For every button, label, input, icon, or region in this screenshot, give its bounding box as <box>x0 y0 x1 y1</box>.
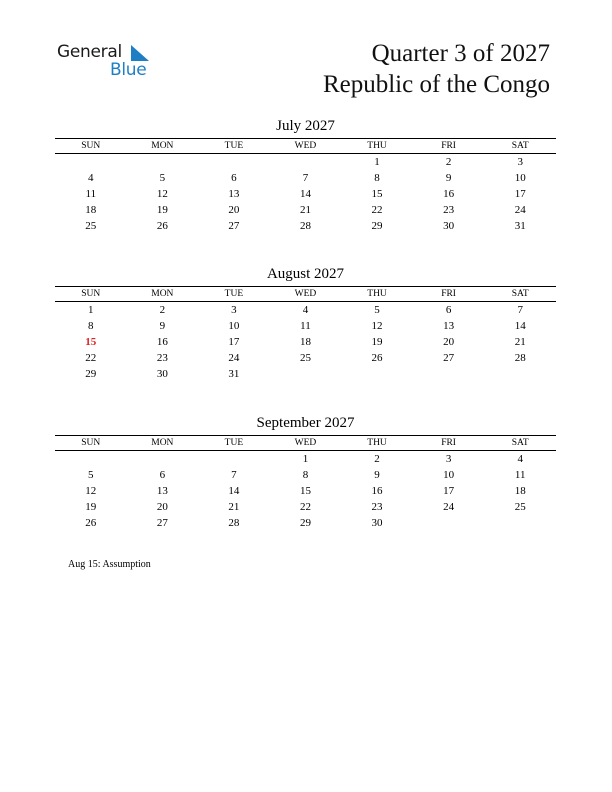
month-august <box>55 265 556 382</box>
day-cell: 13 <box>228 188 240 200</box>
day-cell: 6 <box>231 172 237 184</box>
day-cell: 15 <box>371 188 383 200</box>
day-cell: 21 <box>299 204 311 216</box>
calendar-grid <box>55 435 556 531</box>
month-july <box>55 117 556 234</box>
day-cell: 20 <box>228 204 240 216</box>
weekday-label: WED <box>270 436 342 451</box>
day-cell: 30 <box>371 517 383 529</box>
day-cell: 22 <box>85 352 97 364</box>
weekday-header-row <box>55 287 556 302</box>
day-cell: 25 <box>514 501 526 513</box>
weekday-label: SAT <box>484 139 556 154</box>
day-cell: 6 <box>445 304 452 316</box>
day-cell: 28 <box>299 220 311 232</box>
weekday-label: THU <box>341 436 413 451</box>
empty-day-cell <box>484 515 556 531</box>
day-cell: 22 <box>371 204 383 216</box>
week-row <box>55 186 556 202</box>
day-cell: 31 <box>514 220 526 232</box>
empty-day-cell <box>341 366 413 382</box>
day-cell: 4 <box>88 172 94 184</box>
day-cell: 21 <box>514 336 526 348</box>
day-cell: 14 <box>228 485 240 497</box>
weekday-label: SUN <box>55 287 127 302</box>
empty-day-cell <box>127 154 199 171</box>
empty-day-cell <box>198 154 270 171</box>
week-row <box>55 170 556 186</box>
day-cell: 24 <box>443 501 455 513</box>
day-cell: 3 <box>445 453 452 465</box>
day-cell: 14 <box>299 188 311 200</box>
month-title: July 2027 <box>276 118 335 134</box>
day-cell: 28 <box>514 352 526 364</box>
month-september <box>55 414 556 531</box>
day-cell: 27 <box>228 220 240 232</box>
week-row <box>55 350 556 366</box>
generalblue-logo <box>57 42 167 82</box>
day-cell: 6 <box>159 469 166 481</box>
weekday-label: THU <box>341 287 413 302</box>
week-row <box>55 483 556 499</box>
day-cell: 31 <box>228 368 240 380</box>
month-title: September 2027 <box>256 415 355 431</box>
day-cell: 18 <box>85 204 97 216</box>
weekday-label: FRI <box>413 287 485 302</box>
day-cell: 15 <box>299 485 311 497</box>
empty-day-cell <box>413 515 485 531</box>
day-cell: 30 <box>156 368 168 380</box>
day-cell: 27 <box>443 352 455 364</box>
empty-day-cell <box>127 451 199 468</box>
day-cell: 26 <box>371 352 383 364</box>
week-row <box>55 451 556 468</box>
weekday-label: SUN <box>55 436 127 451</box>
day-cell: 25 <box>85 220 97 232</box>
day-cell: 10 <box>443 469 455 481</box>
day-cell: 20 <box>156 501 168 513</box>
weekday-label: MON <box>127 436 199 451</box>
calendar-grid <box>55 286 556 382</box>
day-cell: 9 <box>445 172 452 184</box>
holiday-notes <box>68 559 151 570</box>
day-cell: 8 <box>88 320 94 332</box>
day-cell: 8 <box>302 469 309 481</box>
logo-word-general: General <box>57 42 122 62</box>
day-cell: 17 <box>228 336 240 348</box>
page-title <box>323 38 550 100</box>
day-cell: 5 <box>374 304 380 316</box>
day-cell: 21 <box>228 501 240 513</box>
day-cell: 16 <box>156 336 168 348</box>
weekday-label: WED <box>270 139 342 154</box>
day-cell: 29 <box>371 220 383 232</box>
day-cell: 1 <box>88 304 94 316</box>
title-quarter: Quarter 3 of 2027 <box>371 40 550 67</box>
weekday-label: FRI <box>413 436 485 451</box>
weekday-label: WED <box>270 287 342 302</box>
day-cell: 30 <box>443 220 455 232</box>
day-cell: 23 <box>443 204 455 216</box>
calendar-body <box>55 302 556 383</box>
day-cell: 4 <box>302 304 309 316</box>
week-row <box>55 499 556 515</box>
week-row <box>55 218 556 234</box>
day-cell: 2 <box>374 453 380 465</box>
day-cell: 5 <box>159 172 166 184</box>
day-cell: 29 <box>299 517 311 529</box>
weekday-label: SAT <box>484 287 556 302</box>
day-cell: 18 <box>299 336 311 348</box>
week-row <box>55 515 556 531</box>
day-cell: 16 <box>371 485 383 497</box>
weekday-label: TUE <box>198 436 270 451</box>
day-cell: 19 <box>156 204 168 216</box>
day-cell: 8 <box>374 172 380 184</box>
logo-triangle-icon <box>125 45 149 61</box>
week-row <box>55 334 556 350</box>
day-cell: 12 <box>85 485 97 497</box>
day-cell: 16 <box>443 188 455 200</box>
day-cell: 14 <box>514 320 526 332</box>
month-title: August 2027 <box>266 266 345 282</box>
empty-day-cell <box>270 366 342 382</box>
holiday-note: Aug 15: Assumption <box>68 559 151 570</box>
week-row <box>55 154 556 171</box>
day-cell: 23 <box>371 501 383 513</box>
day-cell: 27 <box>156 517 168 529</box>
empty-day-cell <box>198 451 270 468</box>
logo-word-blue: Blue <box>110 60 147 80</box>
week-row <box>55 302 556 319</box>
empty-day-cell <box>55 154 127 171</box>
day-cell: 7 <box>302 172 309 184</box>
day-cell: 13 <box>156 485 168 497</box>
day-cell: 28 <box>228 517 240 529</box>
day-cell: 12 <box>371 320 383 332</box>
day-cell: 25 <box>299 352 311 364</box>
weekday-header-row <box>55 139 556 154</box>
day-cell: 19 <box>371 336 383 348</box>
day-cell: 7 <box>231 469 237 481</box>
holiday-day-cell: 15 <box>85 336 97 348</box>
empty-day-cell <box>413 366 485 382</box>
day-cell: 12 <box>156 188 168 200</box>
weekday-label: MON <box>127 139 199 154</box>
weekday-label: TUE <box>198 139 270 154</box>
day-cell: 17 <box>514 188 526 200</box>
day-cell: 4 <box>517 453 523 465</box>
day-cell: 26 <box>156 220 168 232</box>
week-row <box>55 467 556 483</box>
day-cell: 20 <box>443 336 455 348</box>
weekday-label: TUE <box>198 287 270 302</box>
calendar-body <box>55 154 556 235</box>
day-cell: 24 <box>228 352 240 364</box>
day-cell: 2 <box>159 304 166 316</box>
day-cell: 1 <box>374 156 380 168</box>
week-row <box>55 366 556 382</box>
day-cell: 1 <box>302 453 309 465</box>
weekday-header-row <box>55 436 556 451</box>
day-cell: 11 <box>85 188 97 200</box>
day-cell: 17 <box>443 485 455 497</box>
day-cell: 7 <box>517 304 523 316</box>
day-cell: 10 <box>514 172 526 184</box>
day-cell: 19 <box>85 501 97 513</box>
day-cell: 3 <box>231 304 237 316</box>
day-cell: 11 <box>514 469 526 481</box>
day-cell: 26 <box>85 517 97 529</box>
day-cell: 11 <box>300 320 311 332</box>
day-cell: 29 <box>85 368 97 380</box>
day-cell: 5 <box>88 469 94 481</box>
weekday-label: THU <box>341 139 413 154</box>
day-cell: 10 <box>228 320 240 332</box>
week-row <box>55 202 556 218</box>
day-cell: 22 <box>299 501 311 513</box>
weekday-label: SUN <box>55 139 127 154</box>
weekday-label: FRI <box>413 139 485 154</box>
calendar-body <box>55 451 556 532</box>
day-cell: 24 <box>514 204 526 216</box>
title-country: Republic of the Congo <box>322 71 550 98</box>
empty-day-cell <box>55 451 127 468</box>
weekday-label: MON <box>127 287 199 302</box>
empty-day-cell <box>270 154 342 171</box>
day-cell: 18 <box>514 485 526 497</box>
calendar-grid <box>55 138 556 234</box>
day-cell: 23 <box>156 352 168 364</box>
day-cell: 3 <box>517 156 523 168</box>
day-cell: 9 <box>159 320 166 332</box>
weekday-label: SAT <box>484 436 556 451</box>
empty-day-cell <box>484 366 556 382</box>
week-row <box>55 318 556 334</box>
day-cell: 13 <box>443 320 455 332</box>
day-cell: 2 <box>445 156 452 168</box>
day-cell: 9 <box>374 469 380 481</box>
